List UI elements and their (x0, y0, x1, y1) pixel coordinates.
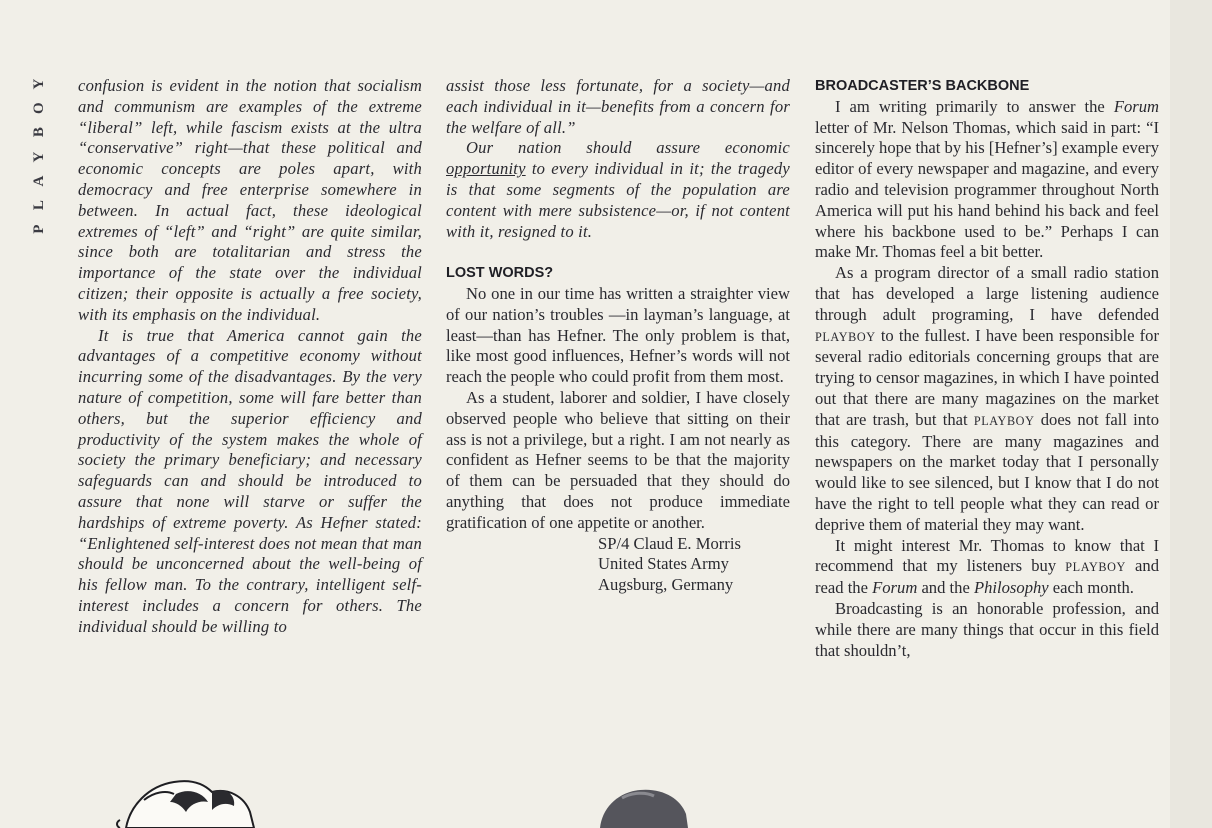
paragraph: No one in our time has written a straighter view of our nation’s troubles —in layman’s language, at least—than has Hefner. The only problem is that, like most good influences, Hefner’s words will not reach the people who could profit from them most. (446, 283, 790, 387)
text-run: each month. (1048, 578, 1134, 598)
masthead-letter: O (30, 102, 47, 115)
paragraph (815, 263, 1159, 535)
text-run: Our nation should assure economic (466, 138, 790, 158)
paragraph: Broadcasting is an honorable profession, and while there are many things that occur in this field that shouldn’t, (815, 598, 1159, 660)
text-run: to the fullest. I have been responsible for several radio editorials concerning groups that are trying to censor magazines, in which I have pointed out that there are many magazines on the market that are trash, but that (815, 325, 1159, 429)
column-right (815, 76, 1159, 661)
text-run: and read the (815, 556, 1159, 598)
paragraph: It is true that America cannot gain the advantages of a competitive economy without incurring some of the disadvantages. By the very nature of competition, some will fare better than others, but the superior efficiency and productivity of the system makes the whole of society the primary beneficiary; and necessary safeguards can and should be introduced to assure that none will starve or suffer the hardships of extreme poverty. As Hefner stated: “Enlightened self-interest does not mean that man should be unconcerned about the well-being of his fellow man. To the contrary, intelligent self-interest includes a concern for others. The individual should be willing to (78, 325, 422, 636)
text-run: does not fall into this category. There are many magazines and newspapers on the market today that I personally would like to see silenced, but I know that I do not have the right to tell people what they can read or deprive them of material they may want. (815, 409, 1159, 534)
cartoon-illustration-right (592, 784, 702, 828)
column-left (78, 76, 422, 638)
paragraph: assist those less fortunate, for a society—and each individual in it—benefits from a concern for the welfare of all.” (446, 76, 790, 137)
text-run: and the (917, 578, 974, 598)
masthead-letter: P (30, 224, 47, 234)
cartoon-illustration-left (104, 776, 274, 828)
paragraph: As a student, laborer and soldier, I have closely observed people who believe that sitting on their ass is not a privilege, but a right. I am not nearly as confident as Hefner seems to be that the majority of them can be persuaded that they should do anything that does not produce immediate gratification of one appetite or another. (446, 387, 790, 532)
page-edge-strip (1170, 0, 1212, 828)
small-caps-name: PLAYBOY (1065, 560, 1126, 575)
italic-title: Philosophy (973, 578, 1049, 598)
masthead-letter: L (30, 200, 47, 211)
text-run: I am writing primarily to answer the (835, 96, 1114, 116)
column-middle (446, 76, 790, 596)
vertical-masthead (30, 72, 52, 241)
text-run: to every individual in it; the tragedy is that some segments of the population are content with mere subsistence—or, if not content with it, resigned to it. (446, 159, 790, 241)
signature-affiliation: United States Army (598, 554, 729, 574)
masthead-letter: Y (30, 78, 47, 90)
paragraph: confusion is evident in the notion that socialism and communism are examples of the extreme “liberal” left, while fascism exists at the ultra “conservative” right—that these political and economic concepts are poles apart, with democracy and free enterprise somewhere in between. In actual fact, these ideological extremes of “left” and “right” are quite similar, since both are totalitarian and stress the importance of the state over the individual citizen; their opposite is actually a free society, with its emphasis on the individual. (78, 76, 422, 324)
underlined-word: opportunity (446, 159, 526, 179)
small-caps-name: PLAYBOY (815, 329, 876, 344)
text-run: letter of Mr. Nelson Thomas, which said in part: “I sincerely hope that by his [Hefner’s] example every editor of every newspaper and magazine, and every radio and television programmer throughout North America will put his hand behind his back and feel where his backbone used to be.” Perhaps I can make Mr. Thomas feel a bit better. (815, 117, 1159, 262)
masthead-letter: B (30, 127, 47, 138)
paragraph (815, 97, 1159, 263)
letter-signature (598, 534, 790, 596)
paragraph (446, 138, 790, 242)
italic-title: Forum (1113, 96, 1159, 116)
spacer (446, 242, 790, 263)
masthead-letter: Y (30, 151, 47, 163)
small-caps-name: PLAYBOY (973, 413, 1035, 428)
masthead-letter: A (30, 175, 47, 187)
section-heading: LOST WORDS? (446, 265, 554, 282)
signature-name: SP/4 Claud E. Morris (598, 533, 741, 553)
section-heading: BROADCASTER’S BACKBONE (815, 78, 1030, 94)
text-run: As a program director of a small radio station that has developed a large listening audience through adult programing, I have defended (815, 263, 1159, 324)
text-run: It might interest Mr. Thomas to know that I recommend that my listeners buy (815, 535, 1159, 576)
paragraph (815, 536, 1159, 599)
signature-location: Augsburg, Germany (598, 575, 734, 595)
italic-title: Forum (872, 578, 918, 598)
